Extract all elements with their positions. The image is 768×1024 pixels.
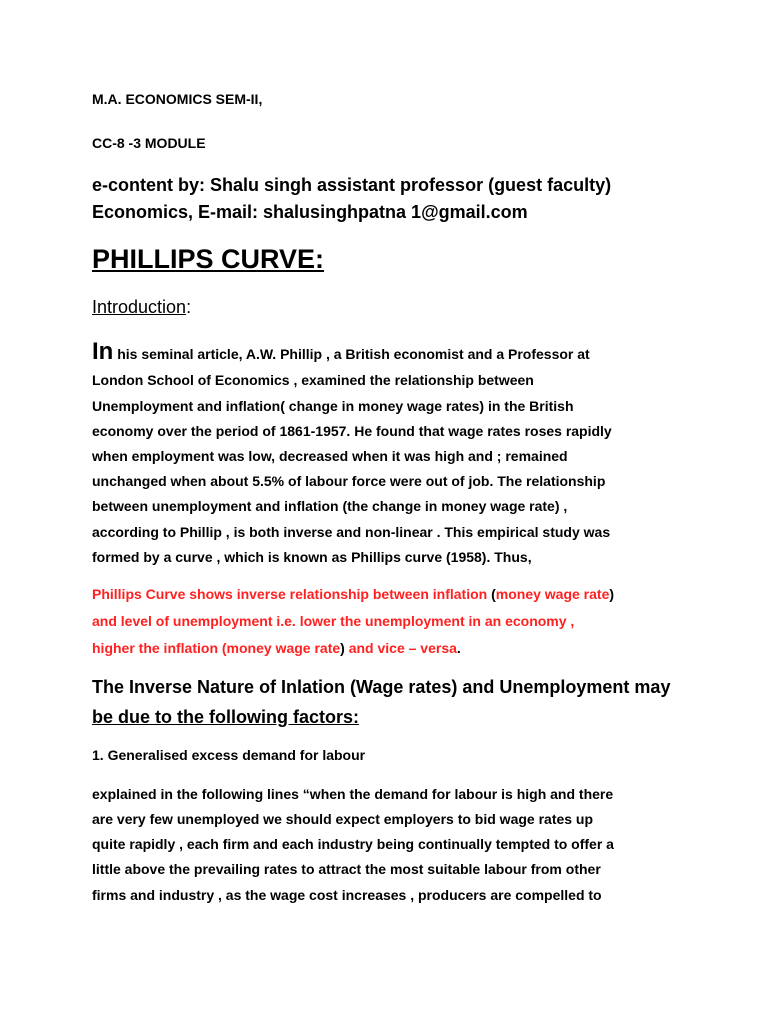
highlight-line-2: and level of unemployment i.e. lower the unemployment in an economy , xyxy=(92,613,575,629)
para1-line: when employment was low, decreased when it was high and ; remained xyxy=(92,448,568,464)
para1-line: formed by a curve , which is known as Phillips curve (1958). Thus, xyxy=(92,549,532,565)
para1-line: unchanged when about 5.5% of labour force were out of job. The relationship xyxy=(92,473,606,489)
para1-line: economy over the period of 1861-1957. He found that wage rates roses rapidly xyxy=(92,423,612,439)
highlight-text: higher the inflation (money wage rate xyxy=(92,640,341,656)
highlight-paren: ) xyxy=(609,586,615,602)
highlight-period: . xyxy=(456,640,461,656)
factor1-title: 1. Generalised excess demand for labour xyxy=(92,747,366,763)
intro-colon: : xyxy=(186,297,192,317)
course-line: M.A. ECONOMICS SEM-II, xyxy=(92,91,263,107)
para1-line: Unemployment and inflation( change in money wage rates) in the British xyxy=(92,398,574,414)
para1-line: according to Phillip , is both inverse and non-linear . This empirical study was xyxy=(92,524,611,540)
dropcap: In xyxy=(92,338,114,365)
highlight-text: Phillips Curve shows inverse relationship between inflation xyxy=(92,586,492,602)
section-heading-line-2: be due to the following factors: xyxy=(92,707,359,727)
highlight-paren: ) xyxy=(340,640,345,656)
para1-first-text: his seminal article, A.W. Phillip , a British economist and a Professor at xyxy=(113,346,590,362)
module-line: CC-8 -3 MODULE xyxy=(92,135,206,151)
intro-label: Introduction xyxy=(92,297,187,317)
factor1-line: are very few unemployed we should expect employers to bid wage rates up xyxy=(92,811,594,827)
highlight-line-1 xyxy=(92,586,614,602)
highlight-text: and vice – versa xyxy=(344,640,457,656)
para1-line: between unemployment and inflation (the change in money wage rate) , xyxy=(92,498,568,514)
author-line-2: Economics, E-mail: shalusinghpatna 1@gmail.com xyxy=(92,202,528,222)
para1-first-line xyxy=(92,338,590,366)
highlight-line-3 xyxy=(92,640,461,656)
author-line-1: e-content by: Shalu singh assistant professor (guest faculty) xyxy=(92,175,612,195)
para1-line: London School of Economics , examined the relationship between xyxy=(92,372,534,388)
factor1-line: quite rapidly , each firm and each industry being continually tempted to offer a xyxy=(92,836,614,852)
highlight-paren: ( xyxy=(491,586,496,602)
factor1-line: explained in the following lines “when the demand for labour is high and there xyxy=(92,786,614,802)
factor1-line: firms and industry , as the wage cost increases , producers are compelled to xyxy=(92,887,602,903)
section-heading-line-1: The Inverse Nature of Inlation (Wage rates) and Unemployment may xyxy=(92,677,671,697)
highlight-text: money wage rate xyxy=(495,586,610,602)
page-title: PHILLIPS CURVE: xyxy=(92,244,325,274)
factor1-line: little above the prevailing rates to attract the most suitable labour from other xyxy=(92,861,601,877)
intro-heading xyxy=(92,297,191,318)
